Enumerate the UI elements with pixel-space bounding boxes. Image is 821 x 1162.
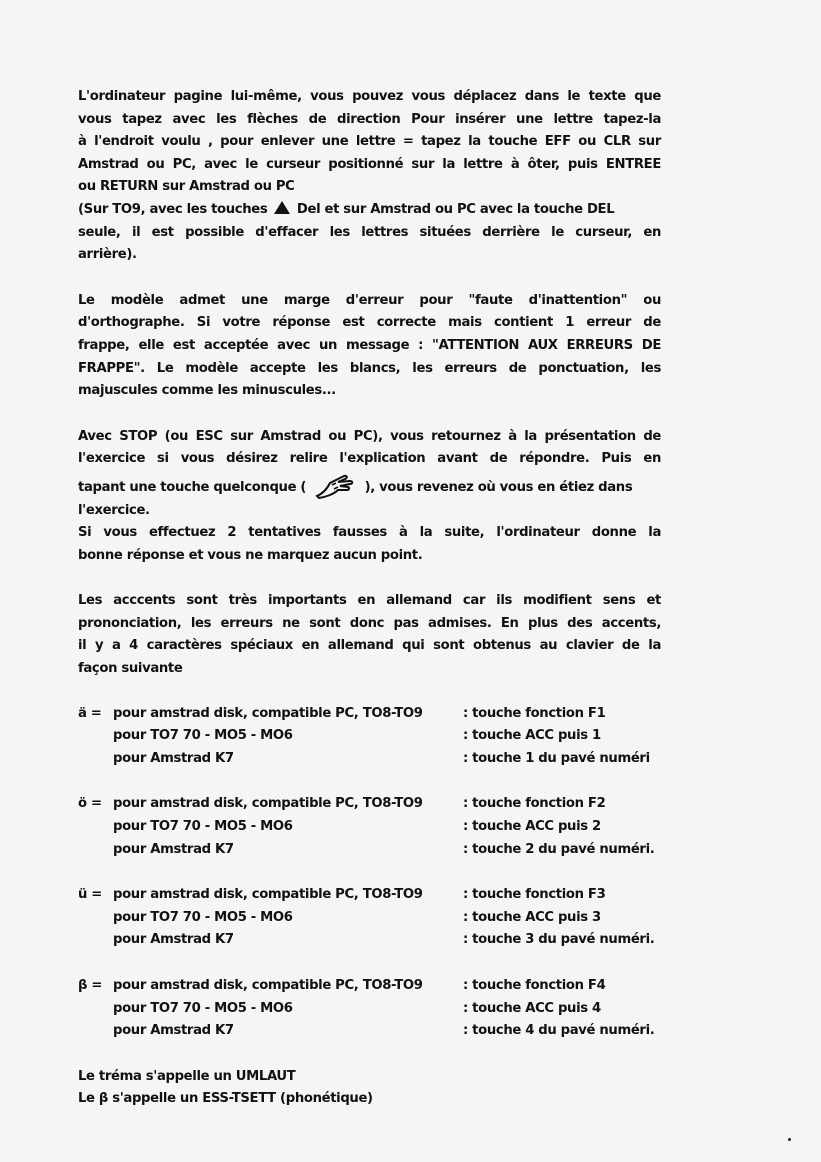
machine-label: pour TO7 70 - MO5 - MO6 [113, 909, 293, 925]
key-instruction: : touche 3 du pavé numéri. [463, 932, 655, 948]
machine-label: pour Amstrad K7 [113, 750, 234, 766]
machine-label: pour Amstrad K7 [113, 932, 234, 948]
text-line: L'ordinateur pagine lui-même, vous pouvez vous déplacez dans le texte que [78, 89, 661, 104]
text-line: Les acccents sont très importants en allemand car ils modifient sens et [78, 593, 661, 609]
text-line-delete-key [78, 199, 661, 222]
text-line: vous tapez avec les flèches de direction Pour insérer une lettre tapez-la [78, 111, 661, 127]
text-line: frappe, elle est acceptée avec un message : "ATTENTION AUX ERREURS DE [78, 337, 661, 353]
text-fragment: tapant une touche quelconque ( [78, 479, 307, 495]
text-line: seule, il est possible d'effacer les lettres situées derrière le curseur, en [78, 224, 661, 240]
text-line: l'exercice si vous désirez relire l'explication avant de répondre. Puis en [78, 451, 661, 467]
key-row [78, 975, 661, 998]
key-instruction: : touche ACC puis 2 [463, 819, 601, 835]
text-line: Le modèle admet une marge d'erreur pour "faute d'inattention" ou [78, 292, 661, 308]
text-line: l'exercice. [78, 502, 150, 518]
character-label: ö = [78, 796, 102, 812]
key-block-eszett [78, 975, 661, 1043]
key-row [78, 998, 661, 1021]
speck-dot [788, 1138, 791, 1141]
key-row [78, 884, 661, 907]
key-instruction: : touche ACC puis 1 [463, 728, 601, 744]
key-instruction: : touche 2 du pavé numéri. [463, 841, 655, 857]
key-block-a-umlaut [78, 703, 661, 771]
machine-label: pour TO7 70 - MO5 - MO6 [113, 1000, 293, 1016]
machine-label: pour amstrad disk, compatible PC, TO8-TO9 [113, 705, 423, 721]
key-instruction: : touche fonction F4 [463, 978, 606, 993]
key-block-u-umlaut [78, 884, 661, 952]
text-line: d'orthographe. Si votre réponse est correcte mais contient 1 erreur de [78, 315, 661, 331]
machine-label: pour TO7 70 - MO5 - MO6 [113, 819, 293, 835]
character-label: ü = [78, 887, 102, 903]
text-line: Si vous effectuez 2 tentatives fausses à la suite, l'ordinateur donne la [78, 525, 661, 541]
text-line: prononciation, les erreurs ne sont donc pas admises. En plus des accents, [78, 615, 661, 631]
key-row [78, 793, 661, 816]
character-label: β = [78, 978, 103, 993]
key-instruction: : touche ACC puis 4 [463, 1000, 601, 1016]
machine-label: pour amstrad disk, compatible PC, TO8-TO9 [113, 978, 423, 993]
paragraph-error-margin [78, 290, 661, 403]
paragraph-editing [78, 86, 661, 267]
notes [78, 1066, 661, 1111]
machine-label: pour TO7 70 - MO5 - MO6 [113, 728, 293, 744]
machine-label: pour Amstrad K7 [113, 1023, 234, 1039]
text-line-any-key [78, 471, 661, 500]
note-umlaut: Le tréma s'appelle un UMLAUT [78, 1068, 296, 1084]
machine-label: pour amstrad disk, compatible PC, TO8-TO9 [113, 887, 423, 903]
key-instruction: : touche 4 du pavé numéri. [463, 1023, 655, 1039]
key-row [78, 816, 661, 839]
text-line: FRAPPE". Le modèle accepte les blancs, les erreurs de ponctuation, les [78, 360, 661, 376]
up-arrow-key-icon [274, 201, 290, 214]
text-fragment: (Sur TO9, avec les touches [78, 201, 268, 217]
text-line: Avec STOP (ou ESC sur Amstrad ou PC), vous retournez à la présentation de [78, 428, 661, 444]
text-line: façon suivante [78, 661, 183, 677]
paragraph-attempts [78, 522, 661, 567]
text-line: à l'endroit voulu , pour enlever une lettre = tapez la touche EFF ou CLR sur [78, 134, 661, 150]
key-instruction: : touche 1 du pavé numéri [463, 750, 650, 766]
paragraph-accents [78, 590, 661, 680]
text-line: majuscules comme les minuscules... [78, 383, 336, 399]
key-instruction: : touche fonction F3 [463, 887, 606, 903]
key-row [78, 748, 661, 771]
key-row [78, 725, 661, 748]
machine-label: pour amstrad disk, compatible PC, TO8-TO9 [113, 796, 423, 812]
key-instruction: : touche fonction F2 [463, 796, 606, 812]
key-row [78, 1020, 661, 1043]
key-instruction: : touche fonction F1 [463, 705, 606, 721]
machine-label: pour Amstrad K7 [113, 841, 234, 857]
paragraph-stop-key [78, 426, 661, 522]
special-characters-list [78, 703, 661, 1043]
text-line: Amstrad ou PC, avec le curseur positionné sur la lettre à ôter, puis ENTREE [78, 156, 661, 172]
key-row [78, 929, 661, 952]
text-fragment: Del et sur Amstrad ou PC avec la touche DEL [296, 201, 615, 217]
document-page [78, 86, 661, 1111]
pointing-hand-icon [314, 471, 356, 499]
character-label: ä = [78, 705, 102, 721]
text-line: arrière). [78, 247, 137, 263]
key-instruction: : touche ACC puis 3 [463, 909, 601, 925]
text-line: bonne réponse et vous ne marquez aucun point. [78, 547, 423, 563]
key-row [78, 703, 661, 726]
key-block-o-umlaut [78, 793, 661, 861]
key-row [78, 907, 661, 930]
key-row [78, 839, 661, 862]
text-fragment: ), vous revenez où vous en étiez dans [364, 479, 633, 495]
text-line: ou RETURN sur Amstrad ou PC [78, 179, 295, 195]
text-line: il y a 4 caractères spéciaux en allemand qui sont obtenus au clavier de la [78, 638, 661, 654]
note-eszett: Le β s'appelle un ESS-TSETT (phonétique) [78, 1091, 373, 1107]
